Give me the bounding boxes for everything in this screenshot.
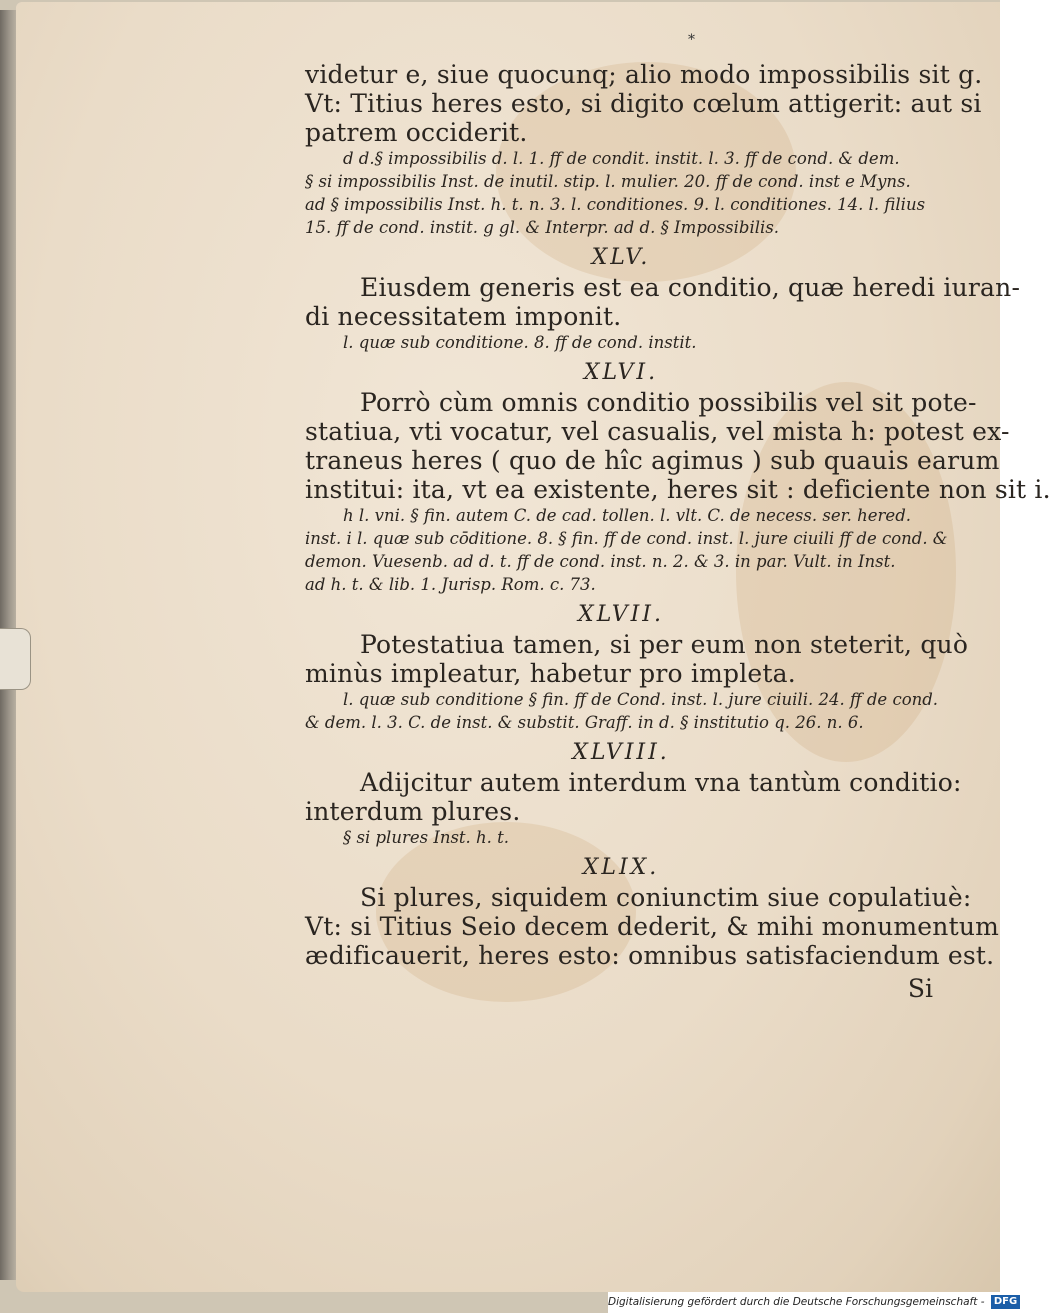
footer-text: Digitalisierung gefördert durch die Deutsche Forschungsgemeinschaft - xyxy=(608,1296,985,1308)
footnote-line: d d.§ impossibilis d. l. 1. ff de condit. instit. l. 3. ff de cond. & dem. xyxy=(343,149,900,168)
text-line: Adijcitur autem interdum vna tantùm conditio: xyxy=(360,768,962,797)
text-line: institui: ita, vt ea existente, heres sit : deficiente non sit i. xyxy=(305,475,1051,504)
text-line: Si plures, siquidem coniunctim siue copulatiuè: xyxy=(360,883,972,912)
text-line: Porrò cùm omnis conditio possibilis vel sit pote- xyxy=(360,388,977,417)
text-line: patrem occiderit. xyxy=(305,118,528,147)
section xyxy=(305,600,969,734)
footnote-line: h l. vni. § fin. autem C. de cad. tollen. l. vlt. C. de necess. ser. hered. xyxy=(343,506,912,525)
section xyxy=(305,738,962,849)
text-line: di necessitatem imponit. xyxy=(305,302,622,331)
footnote-line: 15. ff de cond. instit. g gl. & Interpr. ad d. § Impossibilis. xyxy=(305,218,780,237)
page-tab xyxy=(0,628,31,690)
footer-bar xyxy=(608,1292,1018,1313)
text-line: Vt: Titius heres esto, si digito cœlum attigerit: aut si xyxy=(305,89,982,118)
text-line: traneus heres ( quo de hîc agimus ) sub quauis earum xyxy=(305,446,1000,475)
text-line: Eiusdem generis est ea conditio, quæ heredi iuran- xyxy=(360,273,1021,302)
section-heading: XLVIII. xyxy=(572,740,670,765)
section xyxy=(305,60,983,239)
footnote-line: & dem. l. 3. C. de inst. & substit. Graff. in d. § institutio q. 26. n. 6. xyxy=(305,713,864,732)
page-text xyxy=(305,60,1051,1003)
footnote-line: l. quæ sub conditione. 8. ff de cond. instit. xyxy=(343,333,697,352)
footnote-line: l. quæ sub conditione § fin. ff de Cond. inst. l. jure ciuili. 24. ff de cond. xyxy=(343,690,939,709)
section xyxy=(305,243,1021,354)
dfg-logo: DFG xyxy=(991,1295,1020,1309)
section-heading: XLVI. xyxy=(583,360,659,385)
section-heading: XLIX. xyxy=(582,855,660,880)
footnote-line: demon. Vuesenb. ad d. t. ff de cond. inst. n. 2. & 3. in par. Vult. in Inst. xyxy=(305,552,896,571)
footnote-line: ad § impossibilis Inst. h. t. n. 3. l. conditiones. 9. l. conditiones. 14. l. filius xyxy=(305,195,926,214)
text-line: Vt: si Titius Seio decem dederit, & mihi monumentum xyxy=(305,912,1000,941)
catchword: Si xyxy=(907,974,933,1003)
footnote-line: inst. i l. quæ sub cōditione. 8. § fin. ff de cond. inst. l. jure ciuili ff de cond. & xyxy=(305,529,948,548)
section-heading: XLVII. xyxy=(578,602,664,627)
section xyxy=(305,358,1051,596)
section xyxy=(305,853,1000,970)
text-line: ædificauerit, heres esto: omnibus satisfaciendum est. xyxy=(305,941,995,970)
printer-mark: * xyxy=(688,32,695,48)
text-line: statiua, vti vocatur, vel casualis, vel mista h: potest ex- xyxy=(305,417,1010,446)
footnote-line: § si impossibilis Inst. de inutil. stip. l. mulier. 20. ff de cond. inst e Myns. xyxy=(305,172,911,191)
text-line: Potestatiua tamen, si per eum non steterit, quò xyxy=(360,630,969,659)
text-line: interdum plures. xyxy=(305,797,521,826)
section-heading: XLV. xyxy=(591,245,651,270)
text-line: videtur e, siue quocunq; alio modo impossibilis sit g. xyxy=(305,60,983,89)
footnote-line: § si plures Inst. h. t. xyxy=(343,828,510,847)
text-line: minùs impleatur, habetur pro impleta. xyxy=(305,659,796,688)
footnote-line: ad h. t. & lib. 1. Jurisp. Rom. c. 73. xyxy=(305,575,596,594)
